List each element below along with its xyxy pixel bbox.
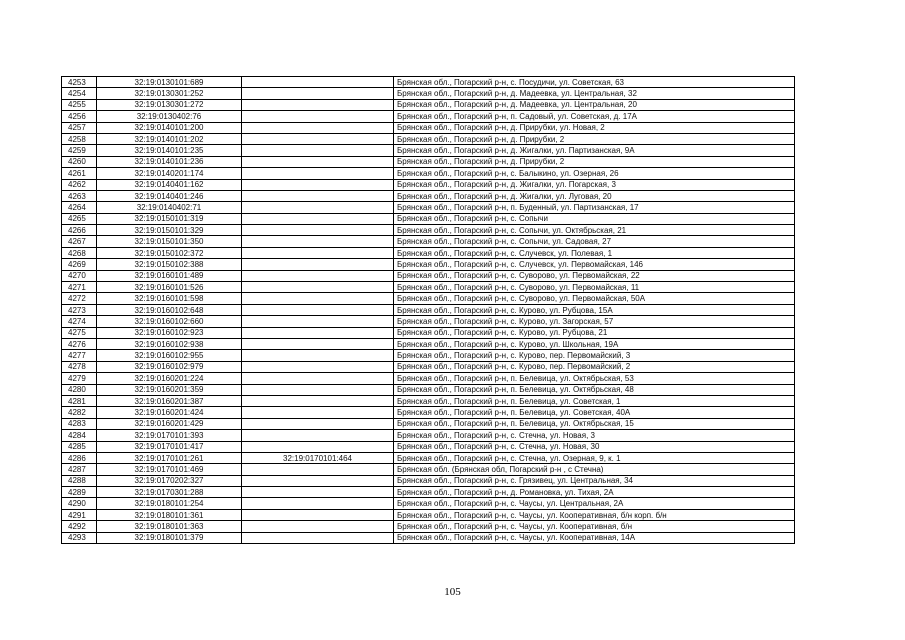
address-cell: Брянская обл., Погарский р-н, с. Стечна, ул. Новая, 3 — [394, 430, 795, 441]
row-number-cell: 4291 — [62, 509, 97, 520]
cadastral-number-cell: 32:19:0130301:252 — [97, 88, 242, 99]
cadastral-number-cell: 32:19:0140401:162 — [97, 179, 242, 190]
table-row — [62, 441, 795, 452]
row-number-cell: 4272 — [62, 293, 97, 304]
parent-cadastral-number-cell — [242, 259, 394, 270]
cadastral-number-cell: 32:19:0130402:76 — [97, 111, 242, 122]
parent-cadastral-number-cell — [242, 464, 394, 475]
cadastral-number-cell: 32:19:0170101:393 — [97, 430, 242, 441]
address-cell: Брянская обл., Погарский р-н, п. Белевица, ул. Октябрьская, 48 — [394, 384, 795, 395]
table-row — [62, 122, 795, 133]
parent-cadastral-number-cell — [242, 179, 394, 190]
parent-cadastral-number-cell — [242, 441, 394, 452]
table-row — [62, 361, 795, 372]
address-cell: Брянская обл., Погарский р-н, с. Курово, ул. Загорская, 57 — [394, 316, 795, 327]
row-number-cell: 4258 — [62, 133, 97, 144]
table-row — [62, 179, 795, 190]
row-number-cell: 4288 — [62, 475, 97, 486]
table-row — [62, 99, 795, 110]
parent-cadastral-number-cell — [242, 168, 394, 179]
row-number-cell: 4280 — [62, 384, 97, 395]
row-number-cell: 4263 — [62, 190, 97, 201]
cadastral-number-cell: 32:19:0160201:424 — [97, 407, 242, 418]
row-number-cell: 4281 — [62, 395, 97, 406]
parent-cadastral-number-cell — [242, 338, 394, 349]
address-cell: Брянская обл., Погарский р-н, с. Сопычи, ул. Садовая, 27 — [394, 236, 795, 247]
row-number-cell: 4287 — [62, 464, 97, 475]
address-cell: Брянская обл., Погарский р-н, с. Стечна, ул. Озерная, 9, к. 1 — [394, 452, 795, 463]
cadastral-number-cell: 32:19:0150102:388 — [97, 259, 242, 270]
address-cell: Брянская обл., Погарский р-н, с. Курово, ул. Рубцова, 15А — [394, 304, 795, 315]
row-number-cell: 4276 — [62, 338, 97, 349]
table-row — [62, 225, 795, 236]
table-row — [62, 236, 795, 247]
registry-table — [61, 76, 795, 544]
row-number-cell: 4289 — [62, 487, 97, 498]
row-number-cell: 4284 — [62, 430, 97, 441]
parent-cadastral-number-cell — [242, 373, 394, 384]
table-row — [62, 133, 795, 144]
table-row — [62, 475, 795, 486]
table-row — [62, 213, 795, 224]
address-cell: Брянская обл., Погарский р-н, с. Балыкино, ул. Озерная, 26 — [394, 168, 795, 179]
address-cell: Брянская обл., Погарский р-н, д. Жигалки, ул. Луговая, 20 — [394, 190, 795, 201]
address-cell: Брянская обл., Погарский р-н, с. Суворово, ул. Первомайская, 22 — [394, 270, 795, 281]
address-cell: Брянская обл., Погарский р-н, с. Случевск, ул. Полевая, 1 — [394, 247, 795, 258]
cadastral-number-cell: 32:19:0180101:254 — [97, 498, 242, 509]
row-number-cell: 4253 — [62, 77, 97, 88]
parent-cadastral-number-cell — [242, 145, 394, 156]
parent-cadastral-number-cell — [242, 225, 394, 236]
table-row — [62, 350, 795, 361]
address-cell: Брянская обл., Погарский р-н, с. Грязивец, ул. Центральная, 34 — [394, 475, 795, 486]
parent-cadastral-number-cell — [242, 133, 394, 144]
row-number-cell: 4261 — [62, 168, 97, 179]
address-cell: Брянская обл., Погарский р-н, с. Чаусы, ул. Кооперативная, б/н корп. б/н — [394, 509, 795, 520]
row-number-cell: 4266 — [62, 225, 97, 236]
address-cell: Брянская обл., Погарский р-н, п. Белевица, ул. Октябрьская, 15 — [394, 418, 795, 429]
parent-cadastral-number-cell — [242, 521, 394, 532]
parent-cadastral-number-cell — [242, 384, 394, 395]
row-number-cell: 4292 — [62, 521, 97, 532]
address-cell: Брянская обл., Погарский р-н, п. Белевица, ул. Октябрьская, 53 — [394, 373, 795, 384]
address-cell: Брянская обл., Погарский р-н, с. Суворово, ул. Первомайская, 50А — [394, 293, 795, 304]
address-cell: Брянская обл., Погарский р-н, с. Сопычи — [394, 213, 795, 224]
address-cell: Брянская обл., Погарский р-н, д. Прирубки, 2 — [394, 156, 795, 167]
address-cell: Брянская обл., Погарский р-н, п. Белевица, ул. Советская, 40А — [394, 407, 795, 418]
address-cell: Брянская обл., Погарский р-н, с. Стечна, ул. Новая, 30 — [394, 441, 795, 452]
parent-cadastral-number-cell — [242, 293, 394, 304]
cadastral-number-cell: 32:19:0180101:379 — [97, 532, 242, 543]
table-row — [62, 190, 795, 201]
cadastral-number-cell: 32:19:0160102:648 — [97, 304, 242, 315]
row-number-cell: 4254 — [62, 88, 97, 99]
cadastral-number-cell: 32:19:0150101:329 — [97, 225, 242, 236]
row-number-cell: 4269 — [62, 259, 97, 270]
table-row — [62, 111, 795, 122]
cadastral-number-cell: 32:19:0160102:923 — [97, 327, 242, 338]
table-row — [62, 168, 795, 179]
row-number-cell: 4265 — [62, 213, 97, 224]
table-row — [62, 282, 795, 293]
address-cell: Брянская обл., Погарский р-н, с. Посудичи, ул. Советская, 63 — [394, 77, 795, 88]
table-row — [62, 407, 795, 418]
cadastral-number-cell: 32:19:0160102:660 — [97, 316, 242, 327]
table-row — [62, 316, 795, 327]
row-number-cell: 4275 — [62, 327, 97, 338]
table-row — [62, 464, 795, 475]
parent-cadastral-number-cell — [242, 236, 394, 247]
cadastral-number-cell: 32:19:0170101:469 — [97, 464, 242, 475]
address-cell: Брянская обл., Погарский р-н, с. Сопычи, ул. Октябрьская, 21 — [394, 225, 795, 236]
page-number: 105 — [444, 586, 461, 598]
parent-cadastral-number-cell — [242, 509, 394, 520]
cadastral-number-cell: 32:19:0150101:350 — [97, 236, 242, 247]
row-number-cell: 4274 — [62, 316, 97, 327]
row-number-cell: 4255 — [62, 99, 97, 110]
parent-cadastral-number-cell — [242, 190, 394, 201]
parent-cadastral-number-cell — [242, 395, 394, 406]
parent-cadastral-number-cell — [242, 202, 394, 213]
row-number-cell: 4260 — [62, 156, 97, 167]
parent-cadastral-number-cell — [242, 111, 394, 122]
parent-cadastral-number-cell — [242, 418, 394, 429]
address-cell: Брянская обл., Погарский р-н, д. Прирубки, ул. Новая, 2 — [394, 122, 795, 133]
table-row — [62, 395, 795, 406]
address-cell: Брянская обл., Погарский р-н, с. Случевск, ул. Первомайская, 146 — [394, 259, 795, 270]
address-cell: Брянская обл., Погарский р-н, п. Садовый, ул. Советская, д. 17А — [394, 111, 795, 122]
row-number-cell: 4283 — [62, 418, 97, 429]
cadastral-number-cell: 32:19:0140402:71 — [97, 202, 242, 213]
row-number-cell: 4264 — [62, 202, 97, 213]
parent-cadastral-number-cell — [242, 99, 394, 110]
parent-cadastral-number-cell — [242, 316, 394, 327]
cadastral-number-cell: 32:19:0160101:526 — [97, 282, 242, 293]
parent-cadastral-number-cell — [242, 247, 394, 258]
row-number-cell: 4279 — [62, 373, 97, 384]
address-cell: Брянская обл., Погарский р-н, п. Белевица, ул. Советская, 1 — [394, 395, 795, 406]
table-row — [62, 259, 795, 270]
parent-cadastral-number-cell — [242, 407, 394, 418]
parent-cadastral-number-cell — [242, 213, 394, 224]
address-cell: Брянская обл., Погарский р-н, с. Курово, ул. Рубцова, 21 — [394, 327, 795, 338]
parent-cadastral-number-cell — [242, 282, 394, 293]
row-number-cell: 4262 — [62, 179, 97, 190]
table-row — [62, 202, 795, 213]
cadastral-number-cell: 32:19:0150102:372 — [97, 247, 242, 258]
cadastral-number-cell: 32:19:0160102:979 — [97, 361, 242, 372]
row-number-cell: 4259 — [62, 145, 97, 156]
table-row — [62, 498, 795, 509]
parent-cadastral-number-cell — [242, 327, 394, 338]
row-number-cell: 4270 — [62, 270, 97, 281]
cadastral-number-cell: 32:19:0140201:174 — [97, 168, 242, 179]
row-number-cell: 4273 — [62, 304, 97, 315]
table-row — [62, 156, 795, 167]
address-cell: Брянская обл., Погарский р-н, д. Прирубки, 2 — [394, 133, 795, 144]
address-cell: Брянская обл., Погарский р-н, с. Суворово, ул. Первомайская, 11 — [394, 282, 795, 293]
parent-cadastral-number-cell — [242, 498, 394, 509]
cadastral-number-cell: 32:19:0180101:361 — [97, 509, 242, 520]
registry-table-body — [62, 77, 795, 544]
address-cell: Брянская обл., Погарский р-н, с. Чаусы, ул. Кооперативная, б/н — [394, 521, 795, 532]
row-number-cell: 4277 — [62, 350, 97, 361]
address-cell: Брянская обл., Погарский р-н, д. Мадеевка, ул. Центральная, 20 — [394, 99, 795, 110]
cadastral-number-cell: 32:19:0130101:689 — [97, 77, 242, 88]
cadastral-number-cell: 32:19:0160101:598 — [97, 293, 242, 304]
parent-cadastral-number-cell — [242, 532, 394, 543]
cadastral-number-cell: 32:19:0140101:235 — [97, 145, 242, 156]
cadastral-number-cell: 32:19:0140101:200 — [97, 122, 242, 133]
cadastral-number-cell: 32:19:0170202:327 — [97, 475, 242, 486]
row-number-cell: 4256 — [62, 111, 97, 122]
parent-cadastral-number-cell — [242, 88, 394, 99]
row-number-cell: 4257 — [62, 122, 97, 133]
table-row — [62, 270, 795, 281]
address-cell: Брянская обл., Погарский р-н, п. Буденный, ул. Партизанская, 17 — [394, 202, 795, 213]
address-cell: Брянская обл., Погарский р-н, д. Мадеевка, ул. Центральная, 32 — [394, 88, 795, 99]
cadastral-number-cell: 32:19:0170101:261 — [97, 452, 242, 463]
cadastral-number-cell: 32:19:0150101:319 — [97, 213, 242, 224]
cadastral-number-cell: 32:19:0180101:363 — [97, 521, 242, 532]
parent-cadastral-number-cell — [242, 122, 394, 133]
table-row — [62, 384, 795, 395]
address-cell: Брянская обл., Погарский р-н, с. Курово, пер. Первомайский, 3 — [394, 350, 795, 361]
address-cell: Брянская обл., Погарский р-н, с. Курово, пер. Первомайский, 2 — [394, 361, 795, 372]
table-row — [62, 247, 795, 258]
row-number-cell: 4278 — [62, 361, 97, 372]
row-number-cell: 4293 — [62, 532, 97, 543]
table-row — [62, 327, 795, 338]
cadastral-number-cell: 32:19:0160201:359 — [97, 384, 242, 395]
table-row — [62, 532, 795, 543]
address-cell: Брянская обл., Погарский р-н, с. Чаусы, ул. Центральная, 2А — [394, 498, 795, 509]
table-row — [62, 509, 795, 520]
table-row — [62, 145, 795, 156]
table-row — [62, 452, 795, 463]
table-row — [62, 521, 795, 532]
parent-cadastral-number-cell: 32:19:0170101:464 — [242, 452, 394, 463]
cadastral-number-cell: 32:19:0170101:417 — [97, 441, 242, 452]
address-cell: Брянская обл., Погарский р-н, д. Жигалки, ул. Погарская, 3 — [394, 179, 795, 190]
cadastral-number-cell: 32:19:0140101:202 — [97, 133, 242, 144]
row-number-cell: 4267 — [62, 236, 97, 247]
row-number-cell: 4285 — [62, 441, 97, 452]
parent-cadastral-number-cell — [242, 270, 394, 281]
parent-cadastral-number-cell — [242, 430, 394, 441]
cadastral-number-cell: 32:19:0160101:489 — [97, 270, 242, 281]
row-number-cell: 4282 — [62, 407, 97, 418]
cadastral-number-cell: 32:19:0160201:224 — [97, 373, 242, 384]
table-row — [62, 304, 795, 315]
cadastral-number-cell: 32:19:0140101:236 — [97, 156, 242, 167]
cadastral-number-cell: 32:19:0140401:246 — [97, 190, 242, 201]
table-row — [62, 338, 795, 349]
address-cell: Брянская обл., Погарский р-н, д. Романовка, ул. Тихая, 2А — [394, 487, 795, 498]
address-cell: Брянская обл., Погарский р-н, с. Курово, ул. Школьная, 19А — [394, 338, 795, 349]
cadastral-number-cell: 32:19:0160102:938 — [97, 338, 242, 349]
table-row — [62, 373, 795, 384]
row-number-cell: 4271 — [62, 282, 97, 293]
table-row — [62, 88, 795, 99]
parent-cadastral-number-cell — [242, 487, 394, 498]
cadastral-number-cell: 32:19:0160201:429 — [97, 418, 242, 429]
table-row — [62, 487, 795, 498]
cadastral-number-cell: 32:19:0160201:387 — [97, 395, 242, 406]
parent-cadastral-number-cell — [242, 304, 394, 315]
cadastral-number-cell: 32:19:0170301:288 — [97, 487, 242, 498]
table-row — [62, 293, 795, 304]
parent-cadastral-number-cell — [242, 475, 394, 486]
row-number-cell: 4290 — [62, 498, 97, 509]
row-number-cell: 4286 — [62, 452, 97, 463]
parent-cadastral-number-cell — [242, 77, 394, 88]
row-number-cell: 4268 — [62, 247, 97, 258]
parent-cadastral-number-cell — [242, 350, 394, 361]
address-cell: Брянская обл., Погарский р-н, д. Жигалки, ул. Партизанская, 9А — [394, 145, 795, 156]
table-row — [62, 430, 795, 441]
cadastral-number-cell: 32:19:0130301:272 — [97, 99, 242, 110]
parent-cadastral-number-cell — [242, 156, 394, 167]
parent-cadastral-number-cell — [242, 361, 394, 372]
address-cell: Брянская обл., Погарский р-н, с. Чаусы, ул. Кооперативная, 14А — [394, 532, 795, 543]
address-cell: Брянская обл. (Брянская обл, Погарский р-н , с Стечна) — [394, 464, 795, 475]
cadastral-number-cell: 32:19:0160102:955 — [97, 350, 242, 361]
table-row — [62, 418, 795, 429]
table-row — [62, 77, 795, 88]
